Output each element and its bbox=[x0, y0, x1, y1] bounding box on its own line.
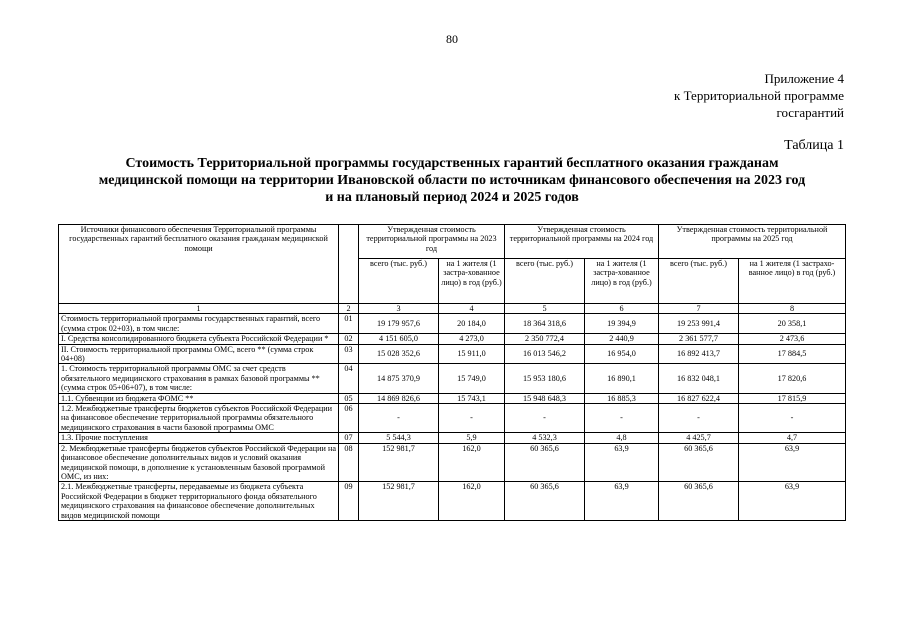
cell-per-capita-2025: 20 358,1 bbox=[739, 314, 846, 334]
cell-per-capita-2024: - bbox=[585, 404, 659, 433]
row-name: Стоимость территориальной программы государственных гарантий, всего (сумма строк 02+03), в том числе: bbox=[59, 314, 339, 334]
row-code: 03 bbox=[339, 344, 359, 364]
cell-total-2023: - bbox=[359, 404, 439, 433]
cell-per-capita-2024: 2 440,9 bbox=[585, 334, 659, 344]
table-label: Таблица 1 bbox=[784, 138, 844, 153]
title-line-3: и на плановый период 2024 и 2025 годов bbox=[325, 190, 579, 205]
cell-per-capita-2025: 17 820,6 bbox=[739, 364, 846, 393]
cell-total-2024: - bbox=[505, 404, 585, 433]
cell-total-2025: - bbox=[659, 404, 739, 433]
cell-per-capita-2024: 63,9 bbox=[585, 482, 659, 521]
cell-per-capita-2023: 15 911,0 bbox=[439, 344, 505, 364]
cell-total-2023: 15 028 352,6 bbox=[359, 344, 439, 364]
cell-per-capita-2024: 16 954,0 bbox=[585, 344, 659, 364]
column-number: 5 bbox=[505, 304, 585, 314]
row-code: 08 bbox=[339, 443, 359, 482]
row-code: 06 bbox=[339, 404, 359, 433]
cell-total-2024: 15 953 180,6 bbox=[505, 364, 585, 393]
cell-per-capita-2024: 63,9 bbox=[585, 443, 659, 482]
title-line-1: Стоимость Территориальной программы государственных гарантий бесплатного оказания гражданам bbox=[125, 156, 779, 171]
page-number: 80 bbox=[446, 32, 458, 46]
appendix-line-2: к Территориальной программе bbox=[674, 88, 844, 103]
cell-total-2023: 152 981,7 bbox=[359, 443, 439, 482]
header-total-2024: всего (тыс. руб.) bbox=[505, 259, 585, 304]
header-per-capita-2025: на 1 жителя (1 застрахо-ванное лицо) в год (руб.) bbox=[739, 259, 846, 304]
header-source: Источники финансового обеспечения Территориальной программы государственных гарантий бесплатного оказания гражданам медицинской помощи bbox=[59, 225, 339, 304]
table-row bbox=[59, 314, 846, 334]
cell-total-2024: 18 364 318,6 bbox=[505, 314, 585, 334]
row-code: 01 bbox=[339, 314, 359, 334]
cell-total-2025: 4 425,7 bbox=[659, 433, 739, 443]
cell-total-2023: 19 179 957,6 bbox=[359, 314, 439, 334]
cell-per-capita-2025: 17 815,9 bbox=[739, 393, 846, 403]
table-row bbox=[59, 393, 846, 403]
column-number: 2 bbox=[339, 304, 359, 314]
table-row bbox=[59, 344, 846, 364]
cell-total-2025: 60 365,6 bbox=[659, 443, 739, 482]
row-name: 2. Межбюджетные трансферты бюджетов субъектов Российской Федерации на финансовое обеспечение дополнительных видов и условий оказания медицинской помощи, в дополнение к установленным базовой программой ОМС, из них: bbox=[59, 443, 339, 482]
header-total-2025: всего (тыс. руб.) bbox=[659, 259, 739, 304]
cell-per-capita-2025: 17 884,5 bbox=[739, 344, 846, 364]
cell-total-2025: 19 253 991,4 bbox=[659, 314, 739, 334]
document-title bbox=[60, 155, 844, 206]
row-code: 05 bbox=[339, 393, 359, 403]
cell-total-2025: 2 361 577,7 bbox=[659, 334, 739, 344]
cell-per-capita-2023: 5,9 bbox=[439, 433, 505, 443]
row-name: I. Средства консолидированного бюджета субъекта Российской Федерации * bbox=[59, 334, 339, 344]
table-row bbox=[59, 482, 846, 521]
cost-table bbox=[58, 224, 846, 521]
header-total-2023: всего (тыс. руб.) bbox=[359, 259, 439, 304]
cell-per-capita-2023: - bbox=[439, 404, 505, 433]
cell-total-2024: 60 365,6 bbox=[505, 443, 585, 482]
cell-total-2025: 16 832 048,1 bbox=[659, 364, 739, 393]
cell-per-capita-2023: 15 749,0 bbox=[439, 364, 505, 393]
cell-total-2025: 16 827 622,4 bbox=[659, 393, 739, 403]
cell-per-capita-2025: 2 473,6 bbox=[739, 334, 846, 344]
cell-per-capita-2025: - bbox=[739, 404, 846, 433]
cell-total-2024: 60 365,6 bbox=[505, 482, 585, 521]
cell-total-2024: 2 350 772,4 bbox=[505, 334, 585, 344]
cell-total-2023: 14 875 370,9 bbox=[359, 364, 439, 393]
row-name: 1. Стоимость территориальной программы ОМС за счет средств обязательного медицинского страхования в рамках базовой программы ** (сумма строк 05+06+07), в том числе: bbox=[59, 364, 339, 393]
header-2024: Утвержденная стоимость территориальной программы на 2024 год bbox=[505, 225, 659, 259]
cell-total-2025: 16 892 413,7 bbox=[659, 344, 739, 364]
row-code: 02 bbox=[339, 334, 359, 344]
cell-per-capita-2025: 4,7 bbox=[739, 433, 846, 443]
row-code: 07 bbox=[339, 433, 359, 443]
table-row bbox=[59, 433, 846, 443]
table-row bbox=[59, 364, 846, 393]
cell-total-2023: 152 981,7 bbox=[359, 482, 439, 521]
cell-per-capita-2024: 19 394,9 bbox=[585, 314, 659, 334]
appendix-caption bbox=[674, 70, 844, 121]
header-2023: Утвержденная стоимость территориальной программы на 2023 год bbox=[359, 225, 505, 259]
header-2025: Утвержденная стоимость территориальной программы на 2025 год bbox=[659, 225, 846, 259]
cell-total-2024: 16 013 546,2 bbox=[505, 344, 585, 364]
cell-per-capita-2024: 16 885,3 bbox=[585, 393, 659, 403]
cell-total-2023: 5 544,3 bbox=[359, 433, 439, 443]
header-per-capita-2024: на 1 жителя (1 застра-хованное лицо) в год (руб.) bbox=[585, 259, 659, 304]
row-name: 1.3. Прочие поступления bbox=[59, 433, 339, 443]
column-number: 6 bbox=[585, 304, 659, 314]
cell-total-2025: 60 365,6 bbox=[659, 482, 739, 521]
row-code: 04 bbox=[339, 364, 359, 393]
title-line-2: медицинской помощи на территории Ивановской области по источникам финансового обеспечения на 2023 год bbox=[98, 173, 806, 188]
column-number: 7 bbox=[659, 304, 739, 314]
table-row bbox=[59, 334, 846, 344]
cell-total-2023: 14 869 826,6 bbox=[359, 393, 439, 403]
row-name: 2.1. Межбюджетные трансферты, передаваемые из бюджета субъекта Российской Федерации в бюджет территориального фонда обязательного медицинского страхования на финансовое обеспечение дополнительных видов медицинской помощи bbox=[59, 482, 339, 521]
header-per-capita-2023: на 1 жителя (1 застра-хованное лицо) в год (руб.) bbox=[439, 259, 505, 304]
cell-per-capita-2025: 63,9 bbox=[739, 443, 846, 482]
cell-per-capita-2024: 16 890,1 bbox=[585, 364, 659, 393]
row-name: II. Стоимость территориальной программы ОМС, всего ** (сумма строк 04+08) bbox=[59, 344, 339, 364]
cell-total-2024: 15 948 648,3 bbox=[505, 393, 585, 403]
cell-per-capita-2023: 20 184,0 bbox=[439, 314, 505, 334]
row-name: 1.1. Субвенции из бюджета ФОМС ** bbox=[59, 393, 339, 403]
appendix-line-1: Приложение 4 bbox=[764, 71, 844, 86]
appendix-line-3: госгарантий bbox=[776, 105, 844, 120]
column-number: 8 bbox=[739, 304, 846, 314]
cell-per-capita-2023: 162,0 bbox=[439, 482, 505, 521]
table-row bbox=[59, 404, 846, 433]
column-number: 3 bbox=[359, 304, 439, 314]
cell-per-capita-2025: 63,9 bbox=[739, 482, 846, 521]
cell-total-2024: 4 532,3 bbox=[505, 433, 585, 443]
cell-per-capita-2023: 162,0 bbox=[439, 443, 505, 482]
cell-per-capita-2024: 4,8 bbox=[585, 433, 659, 443]
header-code bbox=[339, 225, 359, 304]
column-number-row bbox=[59, 304, 846, 314]
row-code: 09 bbox=[339, 482, 359, 521]
table-row bbox=[59, 443, 846, 482]
row-name: 1.2. Межбюджетные трансферты бюджетов субъектов Российской Федерации на финансовое обеспечение территориальной программы обязательного медицинского страхования в части базовой программы ОМС bbox=[59, 404, 339, 433]
cell-total-2023: 4 151 605,0 bbox=[359, 334, 439, 344]
column-number: 4 bbox=[439, 304, 505, 314]
cell-per-capita-2023: 4 273,0 bbox=[439, 334, 505, 344]
column-number: 1 bbox=[59, 304, 339, 314]
cell-per-capita-2023: 15 743,1 bbox=[439, 393, 505, 403]
